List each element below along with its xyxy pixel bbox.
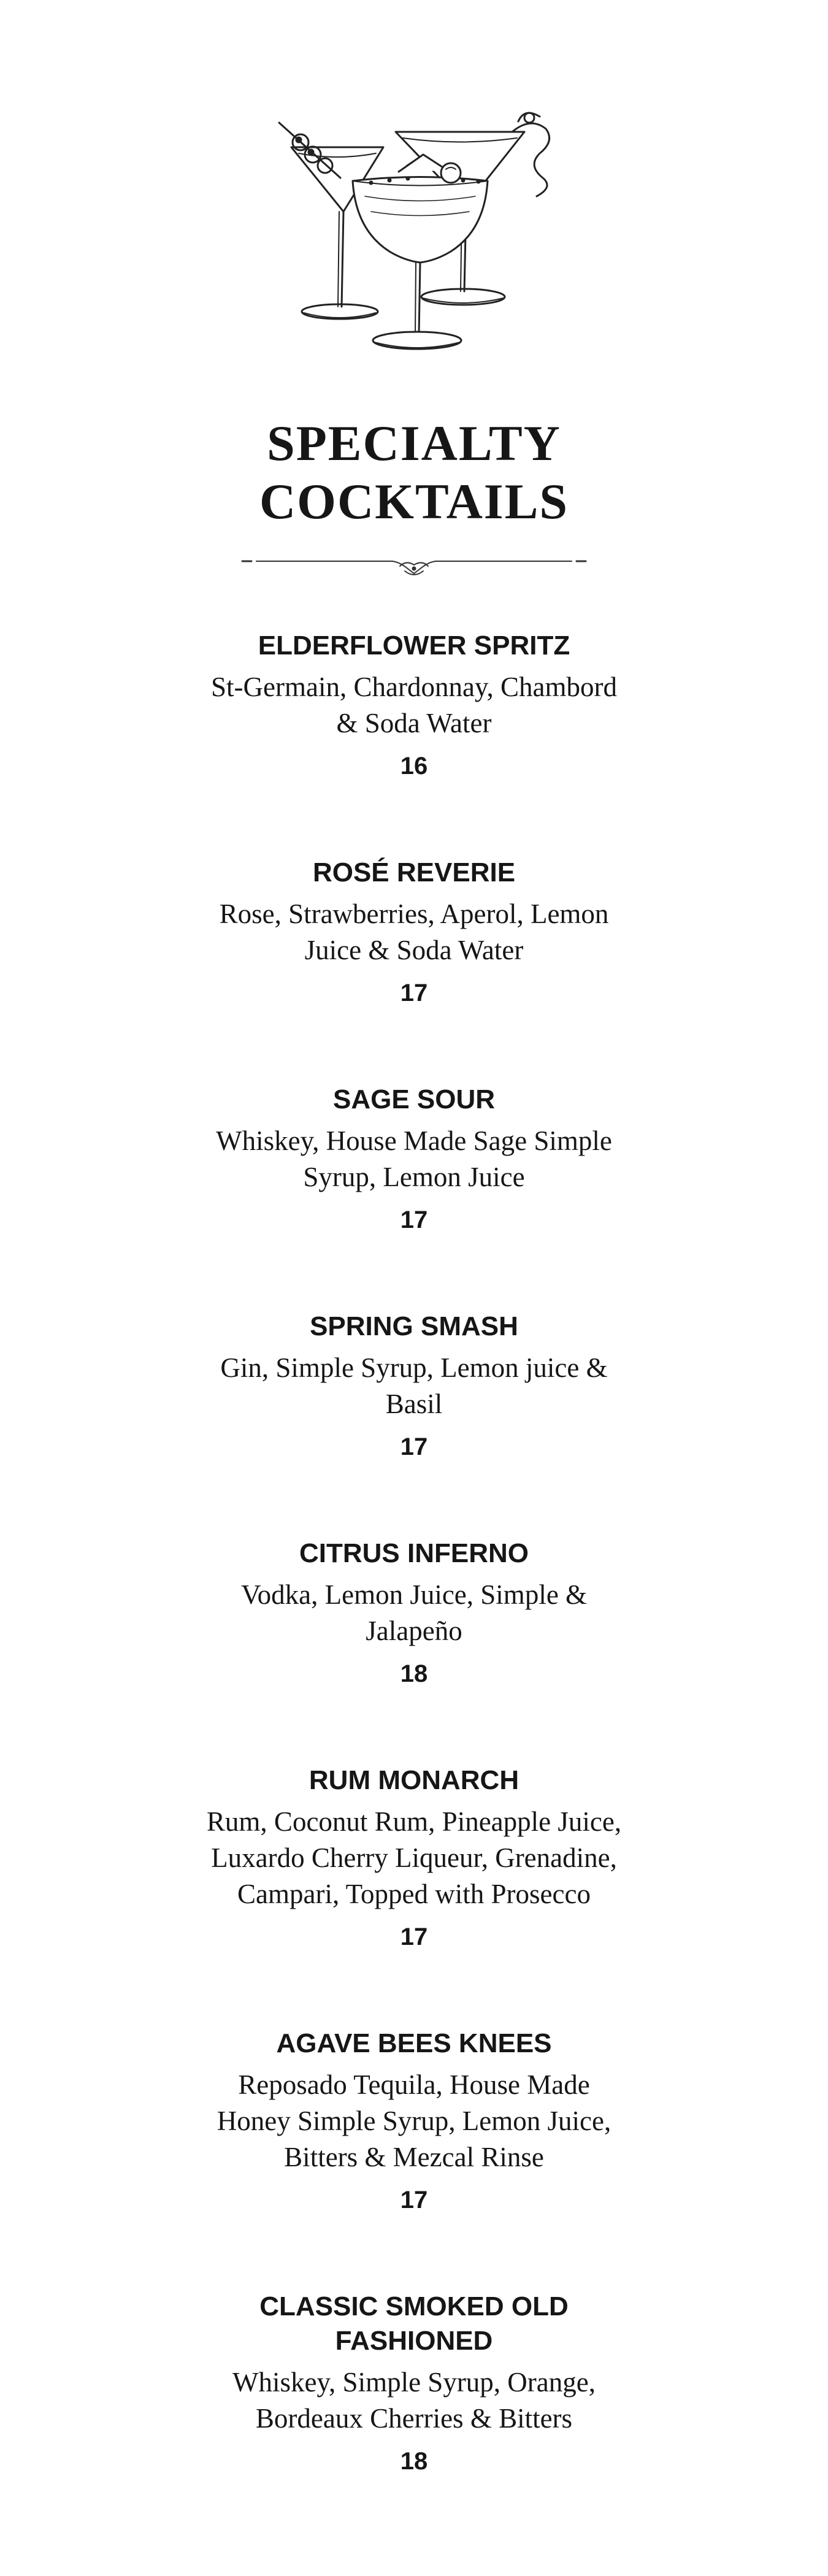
menu-item-description: Vodka, Lemon Juice, Simple & Jalapeño [240, 1579, 588, 1646]
menu-item [193, 2290, 635, 2478]
menu-item [193, 1083, 635, 1237]
menu-item-description: Reposado Tequila, House Made Honey Simple Syrup, Lemon Juice, Bitters & Mezcal Rinse [217, 2069, 611, 2172]
menu-item [193, 1763, 635, 1954]
menu-item-description: Rose, Strawberries, Aperol, Lemon Juice & Soda Water [219, 899, 609, 965]
menu-item-price: 18 [400, 2448, 428, 2475]
menu-item-price: 16 [400, 753, 428, 780]
title-line-2: COCKTAILS [259, 473, 569, 529]
menu-item-price: 17 [400, 1923, 428, 1950]
menu-item-description: Whiskey, Simple Syrup, Orange, Bordeaux Cherries & Bitters [232, 2367, 596, 2434]
menu-item [193, 856, 635, 1010]
menu-item-name: CLASSIC SMOKED OLD FASHIONED [259, 2291, 569, 2356]
cocktail-glasses-icon [267, 104, 561, 362]
menu-item-price: 17 [400, 1433, 428, 1460]
menu-item-name: ELDERFLOWER SPRITZ [258, 631, 570, 661]
menu-item-name: ROSÉ REVERIE [312, 857, 516, 887]
menu-item [193, 629, 635, 783]
menu-item [193, 1536, 635, 1691]
menu-item-price: 17 [400, 1206, 428, 1233]
menu-item-name: SAGE SOUR [332, 1084, 496, 1114]
menu-item [193, 2026, 635, 2217]
menu-item-name: AGAVE BEES KNEES [276, 2028, 552, 2058]
page-title [0, 414, 828, 531]
menu-item-price: 18 [400, 1660, 428, 1687]
menu-item-description: Rum, Coconut Rum, Pineapple Juice, Luxardo Cherry Liqueur, Grenadine, Campari, Topped with Prosecco [206, 1806, 622, 1909]
menu-item-price: 17 [400, 979, 428, 1006]
ornamental-divider-icon [239, 549, 589, 580]
menu-item-price: 17 [400, 2187, 428, 2214]
cocktail-menu [0, 629, 828, 2551]
menu-item-name: RUM MONARCH [309, 1765, 519, 1795]
title-line-1: SPECIALTY [267, 415, 561, 471]
menu-item-name: SPRING SMASH [310, 1311, 518, 1341]
menu-item [193, 1309, 635, 1464]
menu-item-name: CITRUS INFERNO [299, 1538, 529, 1568]
menu-item-description: Whiskey, House Made Sage Simple Syrup, Lemon Juice [216, 1125, 612, 1192]
menu-item-description: St-Germain, Chardonnay, Chambord & Soda Water [211, 672, 617, 738]
menu-item-description: Gin, Simple Syrup, Lemon juice & Basil [220, 1352, 608, 1419]
